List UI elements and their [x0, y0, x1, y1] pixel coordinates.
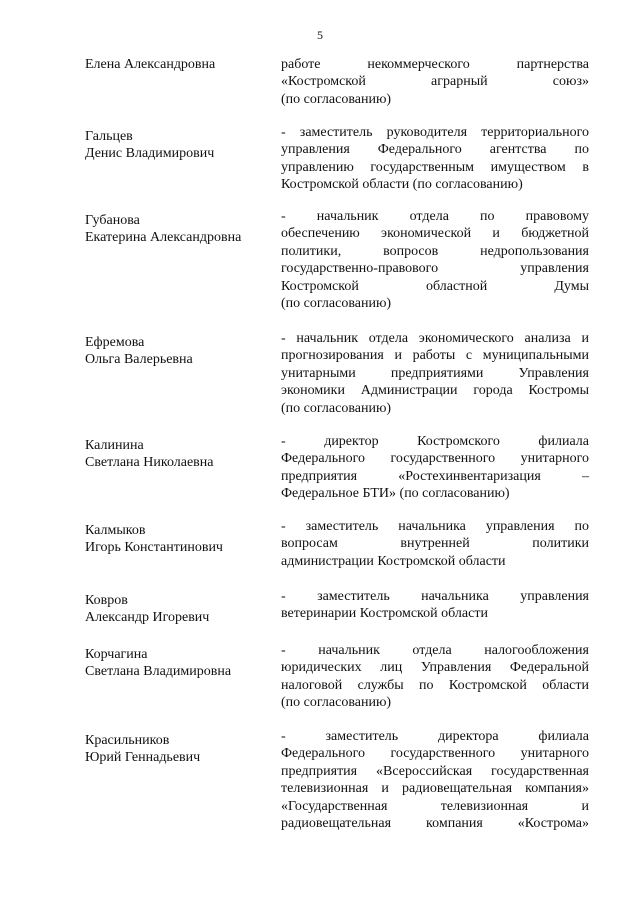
- role-line: администрации Костромской области: [281, 553, 506, 569]
- role-line: унитарными предприятиями Управления: [281, 365, 589, 381]
- member-name: [85, 732, 275, 766]
- role-line: «Государственная телевизионная и: [281, 798, 589, 814]
- member-role: [281, 56, 589, 108]
- member-role: [281, 124, 589, 194]
- role-line: (по согласованию): [281, 296, 392, 312]
- member-name-line: Елена Александровна: [85, 57, 216, 72]
- member-role: [281, 588, 589, 623]
- role-line: ветеринарии Костромской области: [281, 606, 488, 622]
- member-role: [281, 728, 589, 832]
- role-line: политики, вопросов недропользования: [281, 243, 589, 259]
- member-given-names: Екатерина Александровна: [85, 230, 242, 245]
- member-given-names: Юрий Геннадьевич: [85, 750, 201, 765]
- role-line: (по согласованию): [281, 695, 392, 711]
- role-line: управлению государственным имуществом в: [281, 159, 589, 175]
- role-line: (по согласованию): [281, 400, 392, 416]
- member-role: [281, 330, 589, 417]
- member-given-names: Ольга Валерьевна: [85, 352, 193, 367]
- page-number: 5: [317, 28, 323, 42]
- role-line: радиовещательная компания «Кострома»: [281, 816, 589, 832]
- member-name: [85, 522, 275, 556]
- role-line: обеспечению экономической и бюджетной: [281, 226, 589, 242]
- role-line: телевизионная и радиовещательная компания»: [281, 781, 589, 797]
- member-surname: Ефремова: [85, 335, 145, 350]
- role-line: - заместитель начальника управления: [281, 589, 589, 604]
- role-line: Федерального государственного унитарного: [281, 746, 589, 762]
- member-surname: Калинина: [85, 438, 144, 453]
- member-surname: Губанова: [85, 213, 140, 228]
- role-line: налоговой службы по Костромской области: [281, 677, 589, 693]
- role-line: Федеральное БТИ» (по согласованию): [281, 486, 510, 502]
- role-line: - заместитель руководителя территориального: [281, 125, 589, 140]
- member-name: [85, 56, 275, 73]
- member-name: [85, 646, 275, 680]
- role-line: предприятия «Ростехинвентаризация –: [281, 468, 589, 484]
- role-line: - начальник отдела экономического анализа и: [281, 331, 589, 346]
- role-line: предприятия «Всероссийская государственная: [281, 763, 589, 779]
- member-given-names: Светлана Владимировна: [85, 664, 232, 679]
- member-role: [281, 433, 589, 503]
- member-name: [85, 334, 275, 368]
- member-surname: Корчагина: [85, 647, 148, 662]
- member-surname: Калмыков: [85, 523, 146, 538]
- role-line: государственно-правового управления: [281, 261, 589, 277]
- member-given-names: Светлана Николаевна: [85, 455, 214, 470]
- member-surname: Гальцев: [85, 129, 133, 144]
- role-line: - начальник отдела налогообложения: [281, 643, 589, 658]
- member-surname: Красильников: [85, 733, 170, 748]
- role-line: Костромской области (по согласованию): [281, 177, 523, 193]
- role-line: Костромской областной Думы: [281, 278, 589, 294]
- member-role: [281, 208, 589, 312]
- role-line: - директор Костромского филиала: [281, 434, 589, 449]
- role-line: Федерального государственного унитарного: [281, 451, 589, 467]
- role-line: работе некоммерческого партнерства: [281, 57, 589, 72]
- member-surname: Ковров: [85, 593, 128, 608]
- role-line: (по согласованию): [281, 91, 392, 107]
- member-name: [85, 128, 275, 162]
- role-line: «Костромской аграрный союз»: [281, 74, 589, 90]
- role-line: прогнозирования и работы с муниципальными: [281, 348, 589, 364]
- role-line: - заместитель начальника управления по: [281, 519, 589, 534]
- member-given-names: Александр Игоревич: [85, 610, 210, 625]
- role-line: - заместитель директора филиала: [281, 729, 589, 744]
- member-role: [281, 518, 589, 570]
- member-name: [85, 212, 275, 246]
- role-line: вопросам внутренней политики: [281, 536, 589, 552]
- member-given-names: Денис Владимирович: [85, 146, 215, 161]
- role-line: юридических лиц Управления Федеральной: [281, 660, 589, 676]
- role-line: экономики Администрации города Костромы: [281, 383, 589, 399]
- role-line: - начальник отдела по правовому: [281, 209, 589, 224]
- member-name: [85, 592, 275, 626]
- role-line: управления Федерального агентства по: [281, 142, 589, 158]
- member-given-names: Игорь Константинович: [85, 540, 223, 555]
- member-name: [85, 437, 275, 471]
- member-role: [281, 642, 589, 712]
